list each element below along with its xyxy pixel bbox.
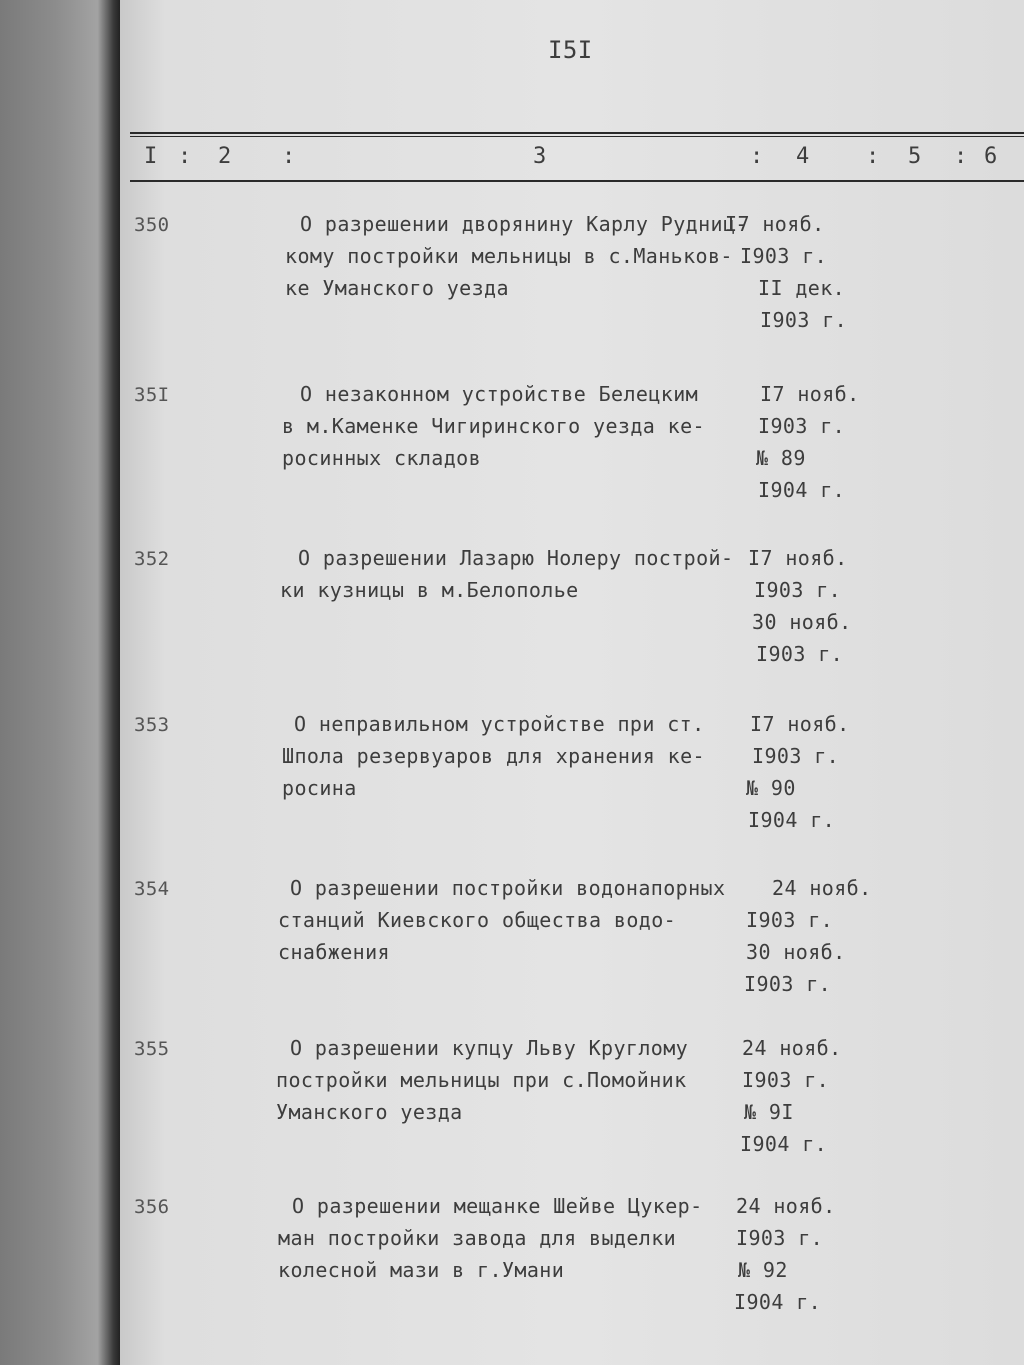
header-rule-bottom <box>130 180 1024 182</box>
entry-number: 353 <box>134 714 170 736</box>
entry-date-line: I904 г. <box>734 1290 822 1314</box>
entry-number: 350 <box>134 214 170 236</box>
entry-date-line: 30 нояб. <box>746 940 846 964</box>
column-header-cell: 4 <box>796 144 810 169</box>
entry-date-line: I903 г. <box>758 414 846 438</box>
entry-date-line: I7 нояб. <box>760 382 860 406</box>
entry-date-line: 30 нояб. <box>752 610 852 634</box>
column-header-cell: : <box>282 144 296 169</box>
entry-description-line: О разрешении дворянину Карлу Рудниц- <box>300 212 748 236</box>
entry-description-line: О незаконном устройстве Белецким <box>300 382 699 406</box>
entry-description-line: ман постройки завода для выделки <box>278 1226 677 1250</box>
entry-date-line: II дек. <box>758 276 846 300</box>
document-page <box>120 0 1024 1365</box>
entry-description-line: О разрешении постройки водонапорных <box>290 876 726 900</box>
column-header-cell: I <box>144 144 158 169</box>
entry-number: 354 <box>134 878 170 900</box>
entry-description-line: О разрешении Лазарю Нолеру построй- <box>298 546 734 570</box>
column-header-cell: 3 <box>533 144 547 169</box>
entry-description-line: постройки мельницы при с.Помойник <box>276 1068 687 1092</box>
entry-description-line: колесной мази в г.Умани <box>278 1258 565 1282</box>
entry-description-line: О разрешении купцу Льву Круглому <box>290 1036 689 1060</box>
entry-date-line: I903 г. <box>740 244 828 268</box>
entry-date-line: I903 г. <box>760 308 848 332</box>
entry-date-line: № 90 <box>746 776 796 800</box>
entry-description-line: станций Киевского общества водо- <box>278 908 677 932</box>
entry-description-line: росинных складов <box>282 446 482 470</box>
entry-description-line: ке Уманского уезда <box>285 276 509 300</box>
entry-description-line: О неправильном устройстве при ст. <box>294 712 705 736</box>
entry-date-line: I904 г. <box>748 808 836 832</box>
entry-date-line: 24 нояб. <box>736 1194 836 1218</box>
entry-date-line: I903 г. <box>736 1226 824 1250</box>
column-header-cell: : <box>954 144 968 169</box>
entry-description-line: росина <box>282 776 357 800</box>
entry-date-line: 24 нояб. <box>742 1036 842 1060</box>
entry-date-line: I904 г. <box>758 478 846 502</box>
entry-description-line: О разрешении мещанке Шейве Цукер- <box>292 1194 703 1218</box>
entry-date-line: I903 г. <box>746 908 834 932</box>
page-number: I5I <box>548 36 593 64</box>
entry-date-line: I903 г. <box>754 578 842 602</box>
binding-shadow <box>0 0 122 1365</box>
entry-description-line: Уманского уезда <box>276 1100 463 1124</box>
entry-date-line: I903 г. <box>744 972 832 996</box>
entry-date-line: I7 нояб. <box>748 546 848 570</box>
entry-date-line: № 92 <box>738 1258 788 1282</box>
entry-date-line: I903 г. <box>742 1068 830 1092</box>
entry-number: 355 <box>134 1038 170 1060</box>
entry-description-line: в м.Каменке Чигиринского уезда ке- <box>282 414 705 438</box>
column-header-cell: 2 <box>218 144 232 169</box>
entry-description-line: ки кузницы в м.Белополье <box>280 578 579 602</box>
entry-date-line: I903 г. <box>756 642 844 666</box>
column-header-cell: : <box>866 144 880 169</box>
entry-date-line: № 9I <box>744 1100 794 1124</box>
header-rule-top-inner <box>130 136 1024 137</box>
entry-date-line: I7 нояб. <box>725 212 825 236</box>
entry-date-line: I903 г. <box>752 744 840 768</box>
column-header-cell: : <box>750 144 764 169</box>
column-header-cell: : <box>178 144 192 169</box>
entry-description-line: кому постройки мельницы в с.Маньков- <box>285 244 733 268</box>
entry-date-line: I7 нояб. <box>750 712 850 736</box>
column-header-cell: 6 <box>984 144 998 169</box>
entry-number: 35I <box>134 384 170 406</box>
header-rule-top <box>130 132 1024 134</box>
entry-description-line: снабжения <box>278 940 390 964</box>
entry-date-line: № 89 <box>756 446 806 470</box>
entry-date-line: 24 нояб. <box>772 876 872 900</box>
entry-number: 352 <box>134 548 170 570</box>
entry-number: 356 <box>134 1196 170 1218</box>
entry-description-line: Шпола резервуаров для хранения ке- <box>282 744 705 768</box>
entry-date-line: I904 г. <box>740 1132 828 1156</box>
column-header-cell: 5 <box>908 144 922 169</box>
